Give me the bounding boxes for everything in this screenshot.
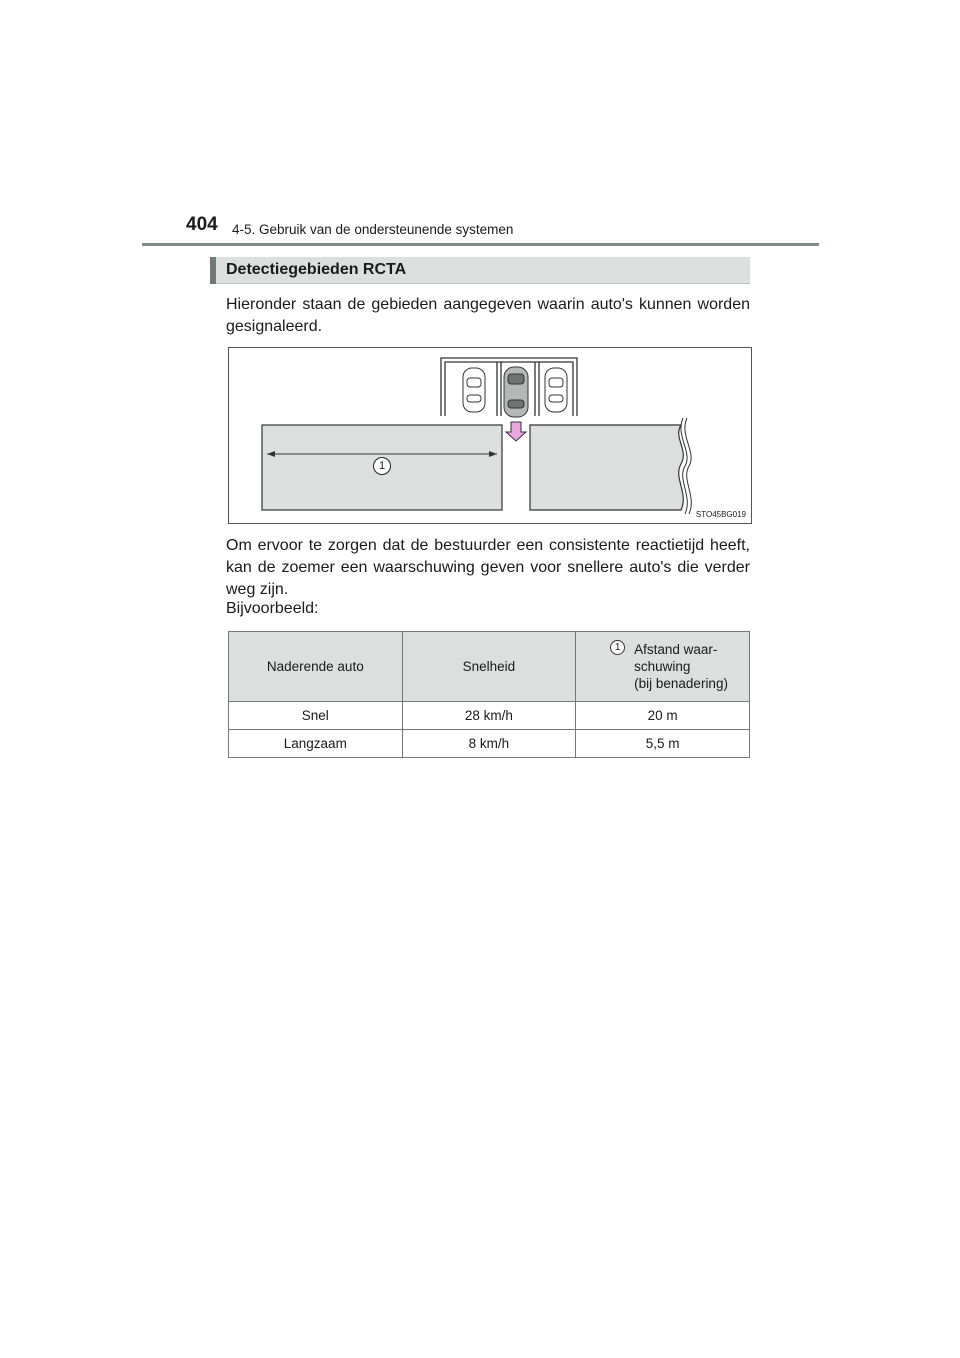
table-row xyxy=(229,730,750,758)
section-heading-bar xyxy=(210,257,216,284)
warning-distance-table xyxy=(228,631,750,758)
intro-paragraph: Hieronder staan de gebieden aangegeven waarin auto's kunnen worden gesignaleerd. xyxy=(226,296,750,335)
page-number: 404 xyxy=(186,214,218,235)
callout-number: 1 xyxy=(373,457,391,475)
reverse-arrow-icon xyxy=(506,422,526,441)
table-header-cell: Snelheid xyxy=(402,632,576,702)
table-header-cell: Naderende auto xyxy=(229,632,403,702)
table-header-cell xyxy=(576,632,750,702)
detection-area-figure xyxy=(228,347,752,524)
section-title: Detectiegebieden RCTA xyxy=(226,261,407,278)
table-cell: Snel xyxy=(229,702,403,730)
table-row xyxy=(229,702,750,730)
callout-number: 1 xyxy=(610,640,625,655)
chapter-title: 4-5. Gebruik van de ondersteunende systemen xyxy=(232,222,514,237)
detection-area-illustration xyxy=(229,348,751,523)
example-label: Bijvoorbeeld: xyxy=(226,600,319,617)
header-line: (bij benadering) xyxy=(634,676,728,691)
section-heading xyxy=(210,257,750,284)
table-cell: 5,5 m xyxy=(576,730,750,758)
figure-code: STO45BG019 xyxy=(695,510,746,519)
header-line: Afstand waar- xyxy=(634,642,718,657)
table-cell: Langzaam xyxy=(229,730,403,758)
table-cell: 28 km/h xyxy=(402,702,576,730)
table-cell: 8 km/h xyxy=(402,730,576,758)
table-header-row xyxy=(229,632,750,702)
explanation-paragraph: Om ervoor te zorgen dat de bestuurder een consistente reactietijd heeft, kan de zoemer een waarschuwing geven voor snellere auto's die verder weg zijn. xyxy=(226,537,750,598)
header-divider xyxy=(142,243,819,246)
header-line: schuwing xyxy=(634,659,691,674)
table-cell: 20 m xyxy=(576,702,750,730)
